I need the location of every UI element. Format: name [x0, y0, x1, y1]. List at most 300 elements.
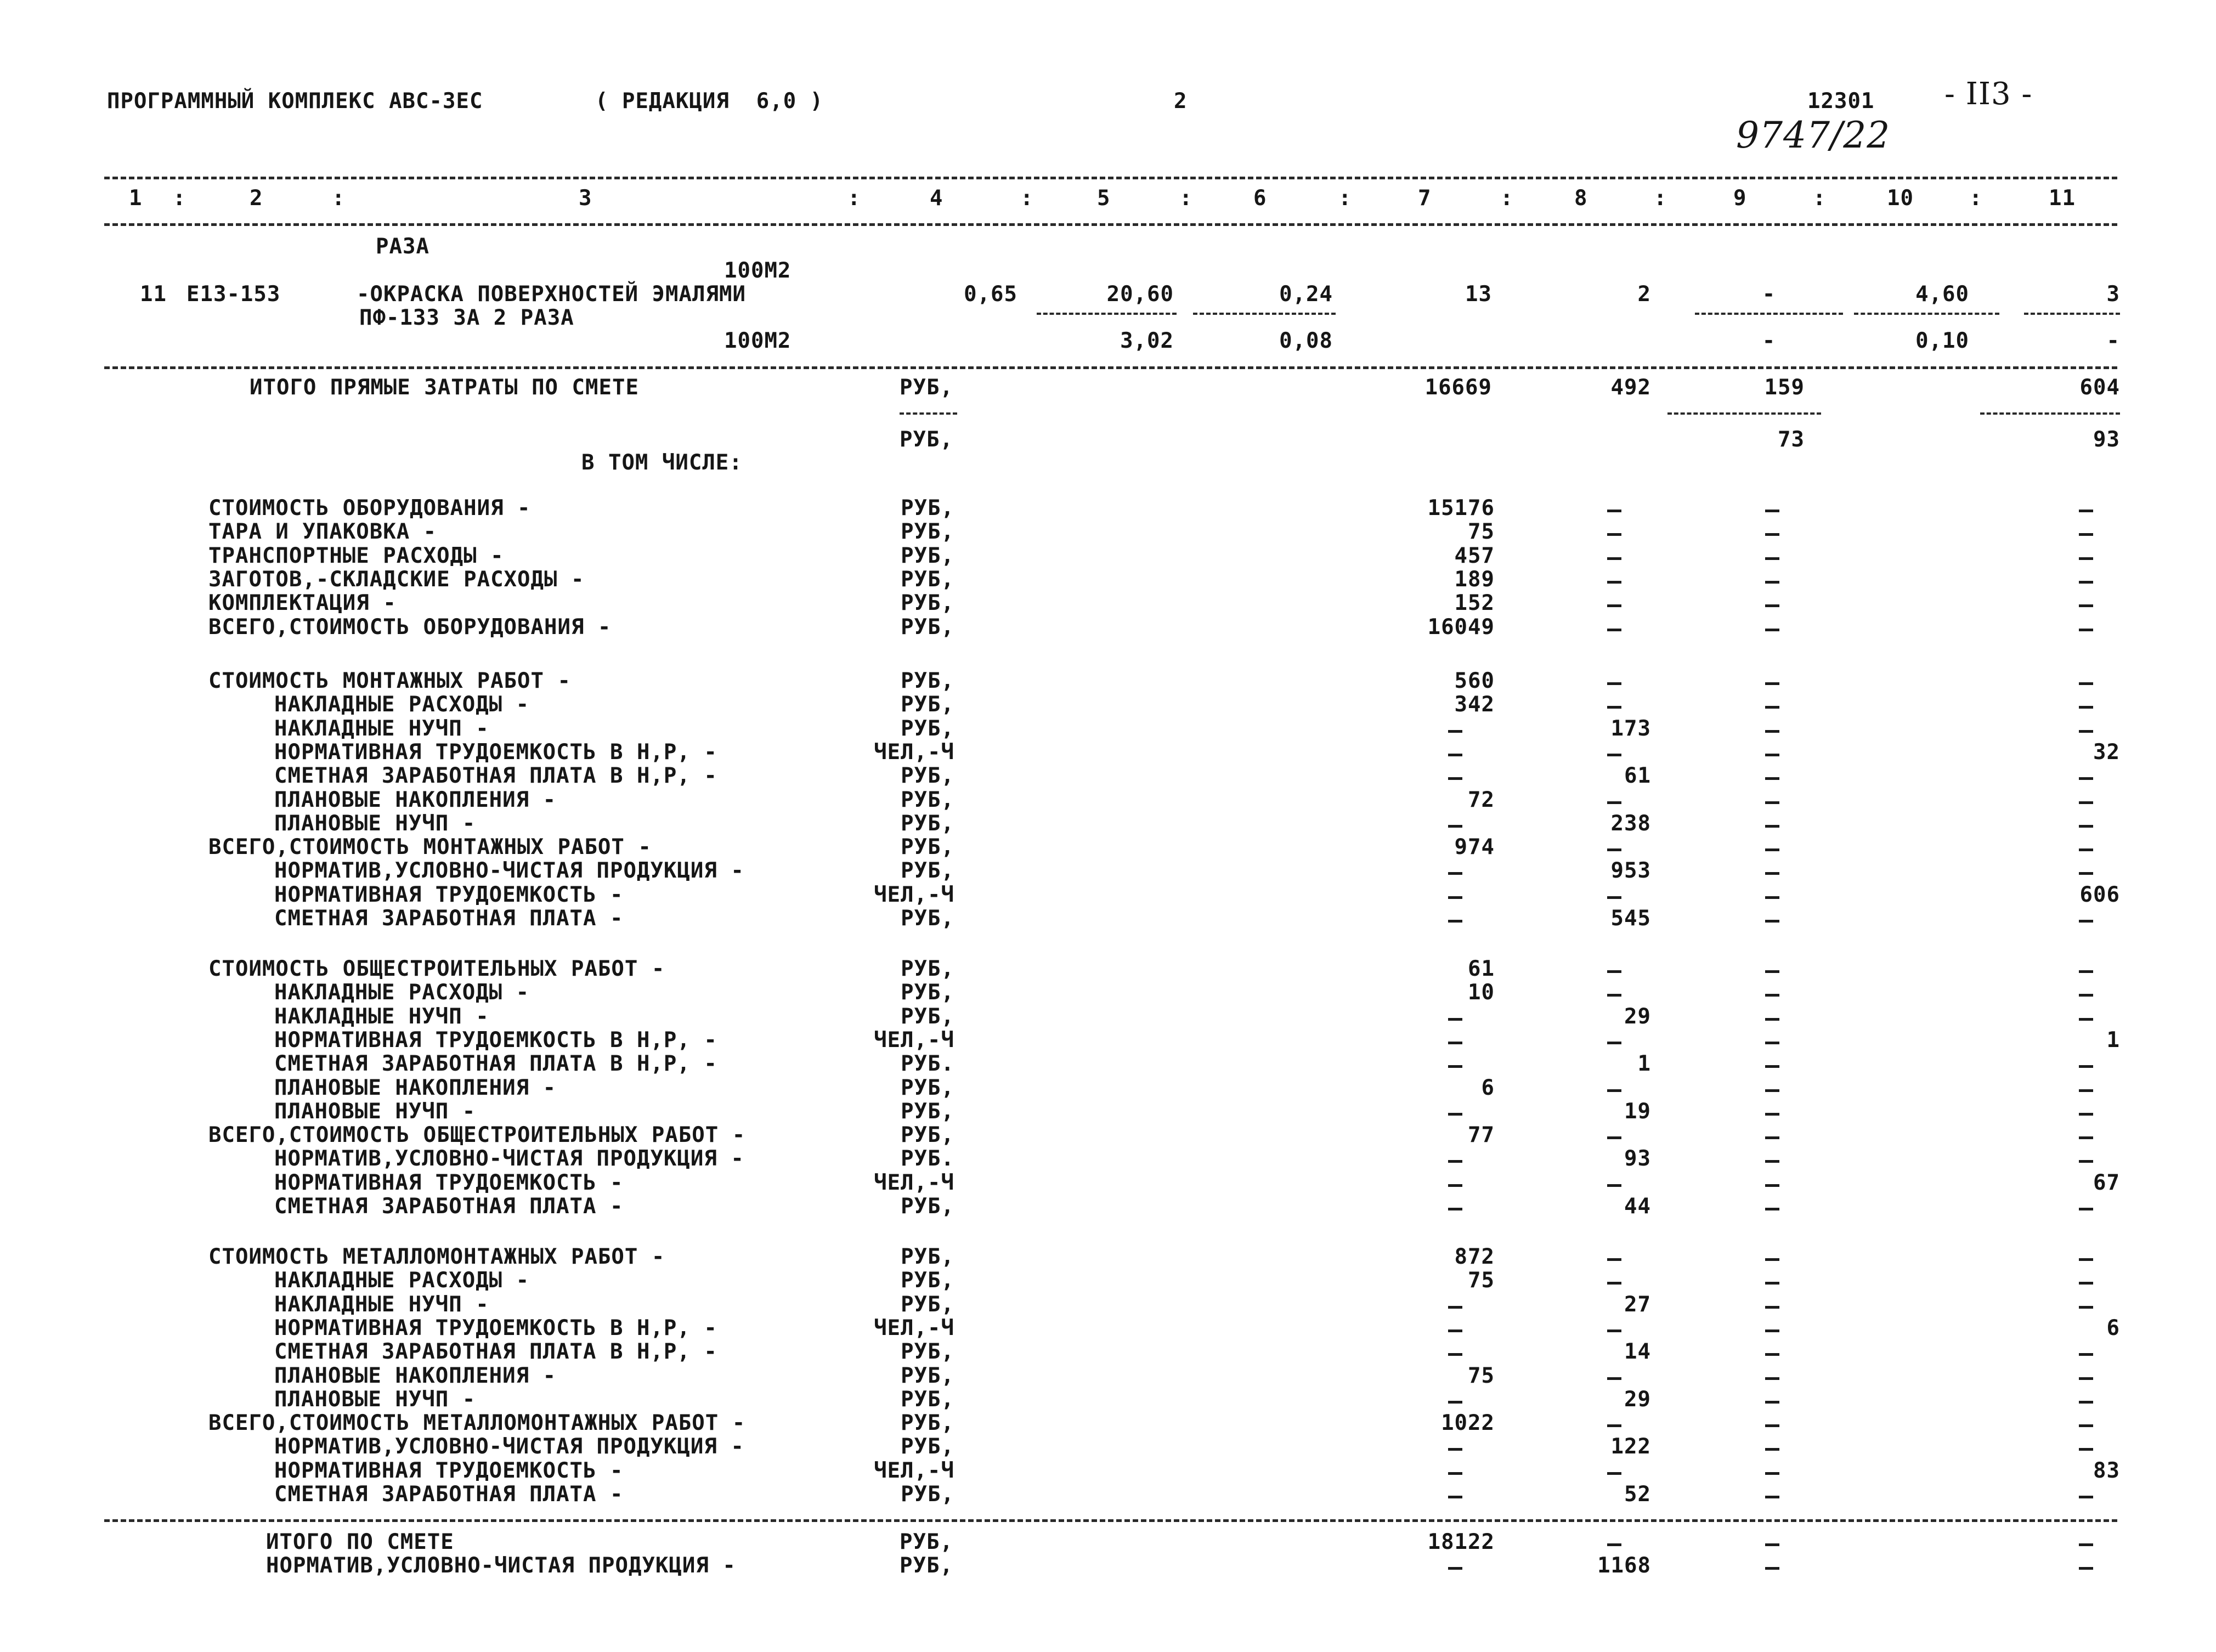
- row-c8-dash: [1607, 1472, 1621, 1475]
- row-c9-dash: [1765, 848, 1779, 851]
- row-unit: РУБ,: [901, 1194, 954, 1219]
- row-c9: [1765, 1100, 1766, 1124]
- row-label: СТОИМОСТЬ ОБЩЕСТРОИТЕЛЬНЫХ РАБОТ -: [208, 957, 665, 981]
- column-separator: :: [1179, 186, 1193, 211]
- item-unit-bottom: 100М2: [724, 329, 792, 353]
- row-c9-dash: [1765, 1282, 1779, 1285]
- item-col6-bottom: 0,08: [1279, 329, 1333, 353]
- final-c9: [1765, 1530, 1766, 1554]
- row-c7-dash: [1448, 777, 1462, 780]
- row-unit: РУБ,: [901, 1004, 954, 1029]
- row-c7-dash: [1448, 1496, 1462, 1498]
- row-c7: [1448, 1005, 1449, 1029]
- row-c7: [1448, 1293, 1449, 1317]
- row-c8: 27: [1624, 1292, 1651, 1317]
- row-c11: 83: [2093, 1458, 2120, 1483]
- row-c9-dash: [1765, 1042, 1779, 1044]
- row-c9: [1765, 835, 1766, 859]
- row-c9: [1765, 1340, 1766, 1364]
- final-c11-dash: [2079, 1567, 2093, 1570]
- row-c8: [1607, 520, 1608, 544]
- row-c7: [1448, 1435, 1449, 1459]
- row-c9-dash: [1765, 872, 1779, 875]
- final-c9-dash: [1765, 1543, 1779, 1546]
- row-c11-dash: [2079, 1353, 2093, 1356]
- item-col11-rule: [2024, 313, 2120, 315]
- row-c8: [1607, 615, 1608, 640]
- row-c9: [1765, 957, 1766, 981]
- final-c8: 1168: [1597, 1553, 1651, 1578]
- item-col11-bottom: -: [2106, 329, 2120, 353]
- row-c8: [1607, 981, 1608, 1005]
- document-code: 12301: [1807, 89, 1875, 114]
- column-separator: :: [1813, 186, 1827, 211]
- final-c8: [1607, 1530, 1608, 1554]
- row-c7-dash: [1448, 1065, 1462, 1068]
- row-c11: 606: [2079, 882, 2120, 907]
- row-c8-dash: [1607, 604, 1621, 607]
- row-c11-dash: [2079, 872, 2093, 875]
- row-c9-dash: [1765, 1306, 1779, 1309]
- row-c9: [1765, 591, 1766, 615]
- row-label: ВСЕГО,СТОИМОСТЬ МЕТАЛЛОМОНТАЖНЫХ РАБОТ -: [208, 1411, 746, 1436]
- column-header-4: 4: [930, 186, 943, 211]
- row-label: НОРМАТИВ,УСЛОВНО-ЧИСТАЯ ПРОДУКЦИЯ -: [274, 1434, 744, 1459]
- row-c8-dash: [1607, 970, 1621, 973]
- row-c9: [1765, 812, 1766, 836]
- row-c7: 75: [1468, 519, 1495, 545]
- row-c9: [1765, 1052, 1766, 1076]
- row-unit: РУБ,: [901, 1075, 954, 1100]
- row-unit: РУБ,: [901, 543, 954, 568]
- row-unit: РУБ,: [901, 835, 954, 860]
- row-label: СТОИМОСТЬ МОНТАЖНЫХ РАБОТ -: [208, 669, 571, 693]
- row-c8-dash: [1607, 1329, 1621, 1332]
- row-unit: РУБ,: [901, 957, 954, 981]
- column-header-2: 2: [250, 186, 263, 211]
- final-total-rule: [104, 1519, 2117, 1522]
- row-unit: РУБ,: [901, 906, 954, 931]
- row-c11-dash: [2079, 1208, 2093, 1210]
- row-label: НОРМАТИВ,УСЛОВНО-ЧИСТАЯ ПРОДУКЦИЯ -: [274, 858, 744, 884]
- direct-total-col8: 492: [1610, 375, 1651, 400]
- row-c9: [1765, 1316, 1766, 1340]
- row-c9-dash: [1765, 970, 1779, 973]
- row-c9-dash: [1765, 1258, 1779, 1261]
- row-c7: 16049: [1427, 614, 1495, 640]
- row-c7: 75: [1468, 1268, 1495, 1293]
- row-c9: [1765, 1411, 1766, 1435]
- row-unit: РУБ,: [901, 614, 954, 640]
- row-c7-dash: [1448, 1329, 1462, 1332]
- row-c9-dash: [1765, 896, 1779, 899]
- item-col7: 13: [1465, 282, 1492, 307]
- final-unit: РУБ,: [900, 1530, 953, 1554]
- row-unit: РУБ,: [901, 1411, 954, 1436]
- row-label: НАКЛАДНЫЕ РАСХОДЫ -: [274, 980, 530, 1005]
- row-label: ПЛАНОВЫЕ НАКОПЛЕНИЯ -: [274, 1075, 557, 1100]
- row-c8: [1607, 669, 1608, 693]
- row-c9: [1765, 1435, 1766, 1459]
- row-c7-dash: [1448, 1184, 1462, 1187]
- row-c11-dash: [2079, 1448, 2093, 1451]
- item-unit-top: 100М2: [724, 258, 792, 283]
- row-label: ВСЕГО,СТОИМОСТЬ МОНТАЖНЫХ РАБОТ -: [208, 835, 652, 860]
- row-c7-dash: [1448, 896, 1462, 899]
- row-c8-dash: [1607, 896, 1621, 899]
- row-c11-dash: [2079, 533, 2093, 536]
- row-c9: [1765, 1123, 1766, 1147]
- item-code: Е13-153: [186, 282, 281, 307]
- row-unit: РУБ,: [901, 567, 954, 592]
- row-c9-dash: [1765, 1329, 1779, 1332]
- row-label: НАКЛАДНЫЕ РАСХОДЫ -: [274, 1268, 530, 1293]
- row-c11-dash: [2079, 777, 2093, 780]
- row-c11: 6: [2106, 1315, 2120, 1340]
- column-header-1: 1: [129, 186, 143, 211]
- header-top-rule: [104, 177, 2117, 179]
- row-c11: 1: [2106, 1027, 2120, 1053]
- row-unit: РУБ.: [901, 1051, 954, 1077]
- row-label: ТРАНСПОРТНЫЕ РАСХОДЫ -: [208, 543, 504, 568]
- row-c7: [1448, 812, 1449, 836]
- row-c9-dash: [1765, 994, 1779, 997]
- row-c9: [1765, 1028, 1766, 1053]
- row-label: НОРМАТИВНАЯ ТРУДОЕМКОСТЬ В Н,Р, -: [274, 739, 717, 765]
- row-unit: РУБ,: [901, 858, 954, 884]
- row-c9-dash: [1765, 682, 1779, 685]
- row-c7: [1448, 907, 1449, 931]
- row-c7-dash: [1448, 754, 1462, 756]
- row-c7-dash: [1448, 920, 1462, 923]
- sheet-number: 2: [1174, 89, 1188, 114]
- row-unit: РУБ,: [901, 1123, 954, 1148]
- column-separator: :: [847, 186, 861, 211]
- row-c9-dash: [1765, 1472, 1779, 1475]
- row-c8: [1607, 1459, 1608, 1483]
- row-label: НОРМАТИВНАЯ ТРУДОЕМКОСТЬ В Н,Р, -: [274, 1027, 717, 1053]
- row-c9-dash: [1765, 533, 1779, 536]
- row-c7: 189: [1454, 567, 1495, 592]
- item-col5-rule: [1037, 313, 1177, 315]
- row-c9: [1765, 1269, 1766, 1293]
- row-c8: [1607, 1171, 1608, 1195]
- row-c8: [1607, 568, 1608, 592]
- row-c7-dash: [1448, 872, 1462, 875]
- item-col5-bottom: 3,02: [1120, 329, 1174, 353]
- row-c11-dash: [2079, 581, 2093, 584]
- row-unit: РУБ,: [901, 811, 954, 836]
- row-c9: [1765, 1076, 1766, 1100]
- row-unit: РУБ,: [901, 591, 954, 616]
- row-unit: ЧЕЛ,-Ч: [874, 1170, 954, 1195]
- row-c8: [1607, 1076, 1608, 1100]
- column-header-8: 8: [1574, 186, 1588, 211]
- row-c9: [1765, 764, 1766, 788]
- row-c9-dash: [1765, 1424, 1779, 1427]
- row-c11: 67: [2093, 1170, 2120, 1195]
- row-unit: РУБ,: [901, 519, 954, 545]
- row-unit: РУБ,: [901, 716, 954, 741]
- item-col9-bottom: -: [1762, 329, 1776, 353]
- row-c11-dash: [2079, 920, 2093, 923]
- column-separator: :: [1500, 186, 1514, 211]
- row-c8: [1607, 835, 1608, 859]
- row-unit: РУБ,: [901, 1292, 954, 1317]
- row-c7: [1448, 859, 1449, 883]
- direct-total-unit-bottom: РУБ,: [900, 427, 953, 452]
- row-c9-dash: [1765, 777, 1779, 780]
- row-c9-dash: [1765, 1496, 1779, 1498]
- row-c11-dash: [2079, 510, 2093, 512]
- direct-total-col9-bottom: 73: [1778, 427, 1805, 452]
- row-c7: [1448, 764, 1449, 788]
- row-c8: 545: [1610, 906, 1651, 931]
- final-c11-dash: [2079, 1543, 2093, 1546]
- row-c7: 152: [1454, 591, 1495, 616]
- row-c7: [1448, 717, 1449, 741]
- row-c8: 14: [1624, 1339, 1651, 1365]
- row-c9: [1765, 1245, 1766, 1269]
- row-c11-dash: [2079, 1136, 2093, 1139]
- column-header-3: 3: [579, 186, 592, 211]
- item-number: 11: [140, 282, 167, 307]
- row-c7: 457: [1454, 543, 1495, 568]
- row-c11-dash: [2079, 629, 2093, 631]
- row-c11-dash: [2079, 1258, 2093, 1261]
- row-unit: РУБ,: [901, 692, 954, 717]
- final-label: ИТОГО ПО СМЕТЕ: [266, 1530, 454, 1554]
- row-c9: [1765, 907, 1766, 931]
- row-c7: [1448, 1147, 1449, 1171]
- final-c9-dash: [1765, 1567, 1779, 1570]
- row-unit: РУБ,: [901, 669, 954, 693]
- row-c9-dash: [1765, 1448, 1779, 1451]
- row-c9: [1765, 717, 1766, 741]
- row-c8-dash: [1607, 1136, 1621, 1139]
- row-c9: [1765, 693, 1766, 717]
- item-col8: 2: [1637, 282, 1651, 307]
- row-c8-dash: [1607, 848, 1621, 851]
- row-label: НОРМАТИВНАЯ ТРУДОЕМКОСТЬ -: [274, 882, 624, 907]
- row-c9-dash: [1765, 629, 1779, 631]
- row-unit: РУБ,: [901, 1099, 954, 1124]
- row-c9-dash: [1765, 730, 1779, 733]
- row-c7: [1448, 883, 1449, 907]
- row-c8: 173: [1610, 716, 1651, 741]
- row-c9-dash: [1765, 1353, 1779, 1356]
- row-c9-dash: [1765, 801, 1779, 804]
- row-unit: РУБ,: [901, 1482, 954, 1507]
- row-c9: [1765, 520, 1766, 544]
- item-col10-rule: [1854, 313, 1999, 315]
- row-c8: [1607, 1245, 1608, 1269]
- row-c7: 560: [1454, 669, 1495, 693]
- row-c9: [1765, 1147, 1766, 1171]
- row-label: СМЕТНАЯ ЗАРАБОТНАЯ ПЛАТА -: [274, 906, 624, 931]
- row-c9-dash: [1765, 1065, 1779, 1068]
- row-label: ПЛАНОВЫЕ НУЧП -: [274, 1387, 476, 1412]
- row-c11-dash: [2079, 970, 2093, 973]
- row-unit: ЧЕЛ,-Ч: [874, 1027, 954, 1053]
- program-title: ПРОГРАММНЫЙ КОМПЛЕКС АВС-3ЕС: [107, 89, 483, 114]
- row-c11-dash: [2079, 1377, 2093, 1380]
- column-header-11: 11: [2049, 186, 2076, 211]
- item-col9-top: -: [1762, 282, 1776, 307]
- row-c11-dash: [2079, 682, 2093, 685]
- row-c11-dash: [2079, 1401, 2093, 1404]
- row-c7-dash: [1448, 1448, 1462, 1451]
- row-unit: РУБ,: [901, 1387, 954, 1412]
- row-unit: ЧЕЛ,-Ч: [874, 1315, 954, 1340]
- including-label: В ТОМ ЧИСЛЕ:: [581, 450, 743, 475]
- column-separator: :: [1338, 186, 1352, 211]
- row-c11-dash: [2079, 1065, 2093, 1068]
- row-c7: [1448, 1483, 1449, 1507]
- row-c7: [1448, 1195, 1449, 1219]
- row-label: ПЛАНОВЫЕ НУЧП -: [274, 1099, 476, 1124]
- row-label: КОМПЛЕКТАЦИЯ -: [208, 591, 397, 616]
- final-c9: [1765, 1554, 1766, 1578]
- direct-total-col9-top: 159: [1764, 375, 1805, 400]
- row-c11-dash: [2079, 1424, 2093, 1427]
- row-c7-dash: [1448, 730, 1462, 733]
- row-c9-dash: [1765, 581, 1779, 584]
- final-label: НОРМАТИВ,УСЛОВНО-ЧИСТАЯ ПРОДУКЦИЯ -: [266, 1553, 736, 1578]
- row-c9: [1765, 1005, 1766, 1029]
- row-c11-dash: [2079, 604, 2093, 607]
- row-c7-dash: [1448, 1306, 1462, 1309]
- previous-item-tail: РАЗА: [376, 234, 429, 259]
- row-c8: 44: [1624, 1194, 1651, 1219]
- row-c9-dash: [1765, 1160, 1779, 1163]
- row-c9: [1765, 496, 1766, 521]
- final-c8-dash: [1607, 1543, 1621, 1546]
- row-c8-dash: [1607, 1424, 1621, 1427]
- row-c7: 72: [1468, 787, 1495, 812]
- row-c8-dash: [1607, 706, 1621, 709]
- row-c7: [1448, 1100, 1449, 1124]
- row-c7: [1448, 1171, 1449, 1195]
- row-unit: РУБ,: [901, 787, 954, 812]
- row-c7-dash: [1448, 1042, 1462, 1044]
- row-c9-dash: [1765, 1377, 1779, 1380]
- row-c8-dash: [1607, 581, 1621, 584]
- row-c7-dash: [1448, 1018, 1462, 1021]
- row-c8: [1607, 1316, 1608, 1340]
- row-c9: [1765, 1171, 1766, 1195]
- row-c8-dash: [1607, 533, 1621, 536]
- item-col5-top: 20,60: [1106, 282, 1174, 307]
- edition-label: ( РЕДАКЦИЯ 6,0 ): [595, 89, 824, 114]
- item-col9-rule: [1695, 313, 1843, 315]
- row-label: НАКЛАДНЫЕ РАСХОДЫ -: [274, 692, 530, 717]
- row-c7: 75: [1468, 1363, 1495, 1388]
- row-c8: [1607, 788, 1608, 812]
- row-c9-dash: [1765, 920, 1779, 923]
- row-label: СТОИМОСТЬ МЕТАЛЛОМОНТАЖНЫХ РАБОТ -: [208, 1244, 665, 1269]
- row-c8: [1607, 591, 1608, 615]
- row-c9: [1765, 883, 1766, 907]
- row-c9: [1765, 1459, 1766, 1483]
- row-c11-dash: [2079, 825, 2093, 828]
- row-c7-dash: [1448, 1401, 1462, 1404]
- direct-total-col9-rule: [1667, 412, 1821, 415]
- row-c7: [1448, 1028, 1449, 1053]
- row-label: НОРМАТИВ,УСЛОВНО-ЧИСТАЯ ПРОДУКЦИЯ -: [274, 1146, 744, 1172]
- row-c7: [1448, 1316, 1449, 1340]
- row-c7-dash: [1448, 825, 1462, 828]
- header-bottom-rule: [104, 223, 2117, 226]
- row-unit: РУБ.: [901, 1146, 954, 1172]
- row-c7-dash: [1448, 1472, 1462, 1475]
- row-c8: [1607, 544, 1608, 568]
- direct-total-col11-bottom: 93: [2093, 427, 2120, 452]
- item-name-line2: ПФ-133 ЗА 2 РАЗА: [359, 305, 574, 330]
- direct-total-rule: [104, 366, 2117, 369]
- column-header-10: 10: [1887, 186, 1914, 211]
- column-separator: :: [332, 186, 346, 211]
- row-c8-dash: [1607, 510, 1621, 512]
- row-c11-dash: [2079, 1282, 2093, 1285]
- row-c8-dash: [1607, 629, 1621, 631]
- row-unit: ЧЕЛ,-Ч: [874, 739, 954, 765]
- row-unit: РУБ,: [901, 1363, 954, 1388]
- row-c11-dash: [2079, 1089, 2093, 1092]
- row-label: ПЛАНОВЫЕ НУЧП -: [274, 811, 476, 836]
- row-c8: 29: [1624, 1387, 1651, 1412]
- row-c8: [1607, 957, 1608, 981]
- row-c7: [1448, 740, 1449, 765]
- column-header-7: 7: [1418, 186, 1432, 211]
- row-unit: РУБ,: [901, 763, 954, 789]
- row-c9: [1765, 1483, 1766, 1507]
- row-c7: 77: [1468, 1123, 1495, 1148]
- row-c8: 29: [1624, 1004, 1651, 1029]
- row-c8-dash: [1607, 1042, 1621, 1044]
- row-c9-dash: [1765, 1208, 1779, 1210]
- row-c7-dash: [1448, 1113, 1462, 1116]
- row-c11-dash: [2079, 1306, 2093, 1309]
- row-label: НАКЛАДНЫЕ НУЧП -: [274, 716, 489, 741]
- row-c11-dash: [2079, 848, 2093, 851]
- row-c8: 122: [1610, 1434, 1651, 1459]
- final-unit: РУБ,: [900, 1553, 953, 1578]
- row-c7: 872: [1454, 1244, 1495, 1269]
- row-c9: [1765, 981, 1766, 1005]
- row-c8-dash: [1607, 1377, 1621, 1380]
- row-unit: РУБ,: [901, 1434, 954, 1459]
- row-c9: [1765, 1293, 1766, 1317]
- row-unit: ЧЕЛ,-Ч: [874, 882, 954, 907]
- item-col6-top: 0,24: [1279, 282, 1333, 307]
- row-label: ВСЕГО,СТОИМОСТЬ ОБОРУДОВАНИЯ -: [208, 614, 612, 640]
- row-c7: [1448, 1340, 1449, 1364]
- row-c7-dash: [1448, 1160, 1462, 1163]
- row-c7: 10: [1468, 980, 1495, 1005]
- row-c8-dash: [1607, 557, 1621, 560]
- item-col4: 0,65: [964, 282, 1017, 307]
- item-col6-rule: [1193, 313, 1336, 315]
- row-c8: [1607, 1411, 1608, 1435]
- row-c9-dash: [1765, 1184, 1779, 1187]
- row-c9-dash: [1765, 1113, 1779, 1116]
- row-c8: [1607, 883, 1608, 907]
- row-c9-dash: [1765, 604, 1779, 607]
- row-c8-dash: [1607, 682, 1621, 685]
- row-label: СМЕТНАЯ ЗАРАБОТНАЯ ПЛАТА В Н,Р, -: [274, 763, 717, 789]
- row-c8: 61: [1624, 763, 1651, 789]
